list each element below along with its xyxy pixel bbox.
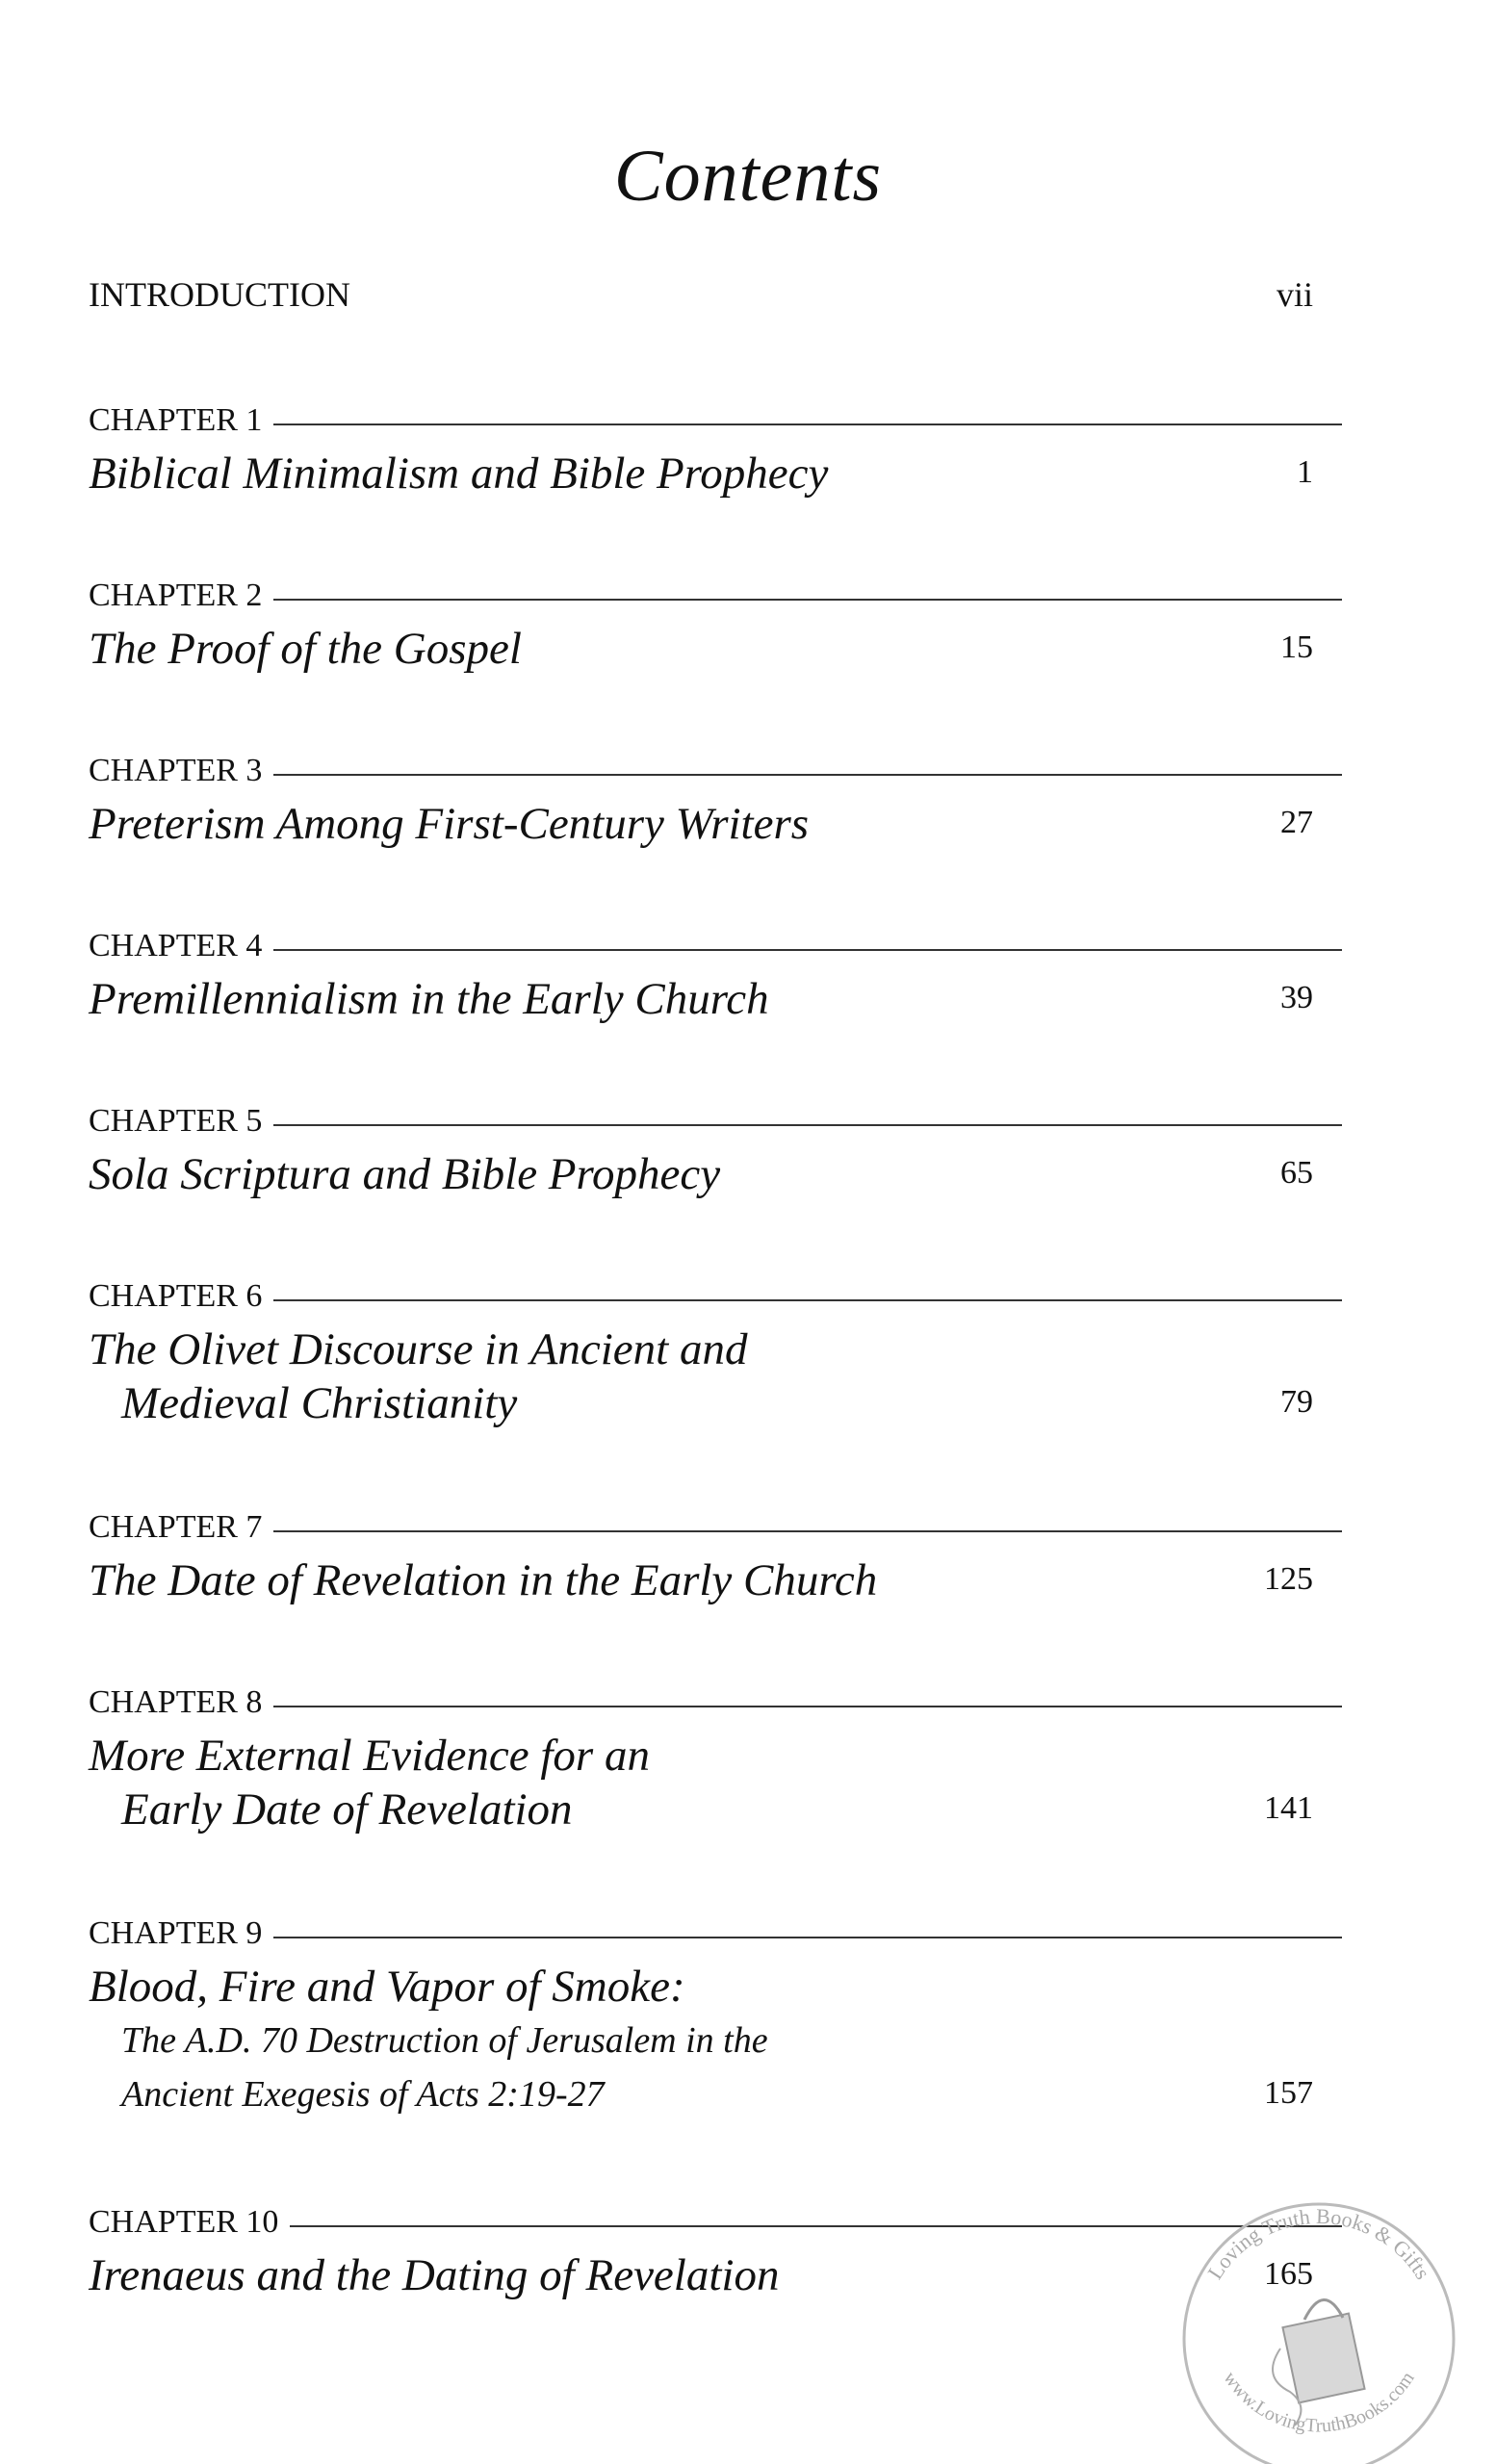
- watermark-stamp: [1165, 2185, 1473, 2464]
- divider-rule: [89, 949, 1342, 951]
- page-number: 125: [1264, 1561, 1313, 1597]
- toc-entry-chapter-10: [89, 2204, 1352, 2302]
- page-number: 39: [1280, 980, 1313, 1015]
- divider-rule: [89, 424, 1342, 425]
- chapter-label: CHAPTER 10: [89, 2204, 290, 2241]
- chapter-title: Blood, Fire and Vapor of Smoke:: [89, 1962, 685, 2012]
- divider-rule: [89, 1530, 1342, 1532]
- chapter-title: The Olivet Discourse in Ancient and: [89, 1324, 748, 1374]
- introduction-page: vii: [1276, 275, 1313, 314]
- chapter-title: Preterism Among First-Century Writers: [89, 799, 810, 849]
- chapter-label: CHAPTER 2: [89, 578, 273, 614]
- divider-rule: [89, 774, 1342, 776]
- chapter-label: CHAPTER 4: [89, 928, 273, 964]
- chapter-label: CHAPTER 6: [89, 1278, 273, 1315]
- page-number: 165: [1264, 2256, 1313, 2292]
- chapter-label: CHAPTER 9: [89, 1915, 273, 1952]
- toc-entry-chapter-8: [89, 1684, 1352, 1836]
- watermark-text-top: Loving Truth Books & Gifts: [1202, 2203, 1435, 2284]
- toc-entry-chapter-6: [89, 1278, 1352, 1430]
- page-number: 15: [1280, 629, 1313, 665]
- divider-rule: [89, 1706, 1342, 1707]
- chapter-label: CHAPTER 5: [89, 1103, 273, 1140]
- toc-entry-chapter-5: [89, 1103, 1352, 1201]
- toc-entry-chapter-2: [89, 578, 1352, 676]
- divider-rule: [89, 1299, 1342, 1301]
- chapter-title: Premillennialism in the Early Church: [89, 974, 769, 1024]
- toc-entry-chapter-1: [89, 402, 1352, 500]
- toc-entry-chapter-7: [89, 1509, 1352, 1607]
- toc-entry-chapter-9: [89, 1915, 1352, 2121]
- chapter-title-continued: Medieval Christianity: [121, 1378, 518, 1428]
- watermark-text-bottom: www.LovingTruthBooks.com: [1219, 2368, 1419, 2437]
- page-number: 157: [1264, 2075, 1313, 2111]
- introduction-label: INTRODUCTION: [89, 275, 350, 314]
- chapter-label: CHAPTER 7: [89, 1509, 273, 1546]
- chapter-subtitle-continued: Ancient Exegesis of Acts 2:19-27: [121, 2074, 605, 2115]
- chapter-label: CHAPTER 3: [89, 753, 273, 789]
- page-number: 27: [1280, 805, 1313, 840]
- page-number: 141: [1264, 1790, 1313, 1826]
- chapter-title: Biblical Minimalism and Bible Prophecy: [89, 449, 829, 499]
- divider-rule: [89, 1124, 1342, 1126]
- chapter-label: CHAPTER 1: [89, 402, 273, 439]
- chapter-title: Irenaeus and the Dating of Revelation: [89, 2250, 780, 2300]
- toc-introduction: [89, 274, 1313, 322]
- divider-rule: [89, 599, 1342, 601]
- page-number: 1: [1297, 454, 1313, 490]
- page-number: 65: [1280, 1155, 1313, 1191]
- chapter-title: More External Evidence for an: [89, 1731, 650, 1781]
- chapter-title: The Proof of the Gospel: [89, 624, 522, 674]
- page-title: Contents: [613, 136, 883, 217]
- toc-entry-chapter-4: [89, 928, 1352, 1026]
- divider-rule: [89, 1937, 1342, 1938]
- page-number: 79: [1280, 1384, 1313, 1420]
- gift-bag-icon: [1273, 2299, 1365, 2426]
- chapter-title-continued: Early Date of Revelation: [121, 1784, 573, 1835]
- chapter-label: CHAPTER 8: [89, 1684, 273, 1721]
- toc-entry-chapter-3: [89, 753, 1352, 851]
- chapter-title: The Date of Revelation in the Early Church: [89, 1555, 878, 1605]
- chapter-title: Sola Scriptura and Bible Prophecy: [89, 1149, 721, 1199]
- chapter-subtitle: The A.D. 70 Destruction of Jerusalem in the: [121, 2020, 768, 2061]
